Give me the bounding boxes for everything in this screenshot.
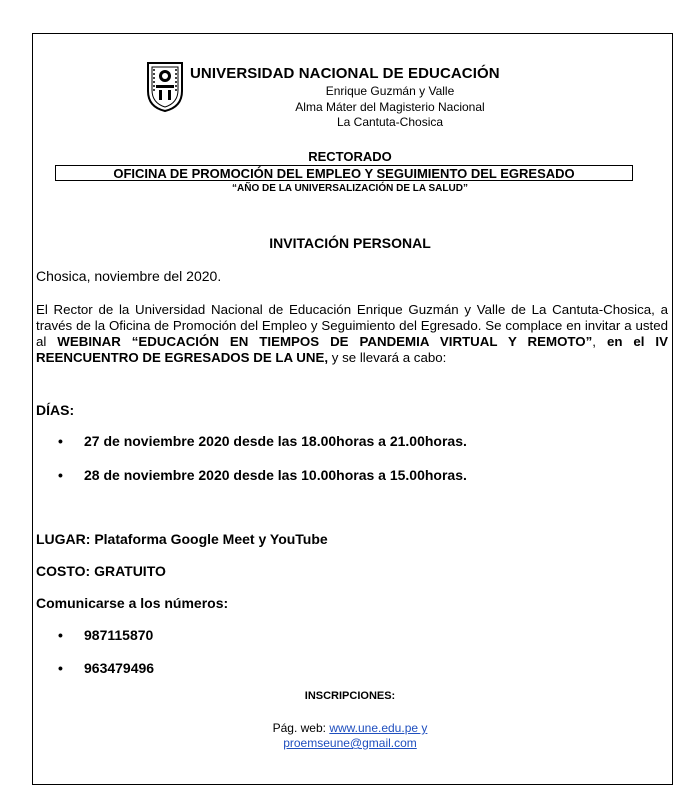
contact-label: Comunicarse a los números:: [36, 595, 229, 611]
letter-body: [36, 302, 668, 366]
registration-heading: INSCRIPCIONES:: [304, 690, 396, 702]
day-1-text: 27 de noviembre 2020 desde las 18.00horas a 21.00horas.: [84, 433, 467, 449]
day-2-text: 28 de noviembre 2020 desde las 10.00horas a 15.00horas.: [84, 467, 467, 483]
university-subtitle-1: Enrique Guzmán y Valle: [325, 84, 455, 98]
registration-contact: [0, 721, 700, 751]
bullet-icon: •: [58, 433, 63, 449]
website-link[interactable]: www.une.edu.pe y: [329, 721, 428, 735]
body-event-name: en el IV REENCUENTRO DE EGRESADOS DE LA UNE,: [36, 334, 668, 365]
university-subtitle-3: La Cantuta-Chosica: [336, 115, 444, 129]
rectorado-heading: RECTORADO: [308, 149, 392, 164]
body-text-start: El Rector de la Universidad Nacional de Educación Enrique Guzmán y Valle de La Cantuta-Chosica, a través de la Oficina de Promoción del Empleo y Seguimiento del Egresado. Se complace en invitar a usted al: [36, 302, 668, 349]
bullet-icon: •: [58, 660, 63, 676]
university-name: UNIVERSIDAD NACIONAL DE EDUCACIÓN: [190, 65, 500, 82]
cost-line: COSTO: GRATUITO: [36, 563, 166, 579]
bullet-icon: •: [58, 467, 63, 483]
list-item: [58, 627, 153, 643]
year-motto: “AÑO DE LA UNIVERSALIZACIÓN DE LA SALUD”: [232, 183, 468, 194]
list-item: [58, 660, 154, 676]
letter-date: Chosica, noviembre del 2020.: [36, 268, 222, 284]
body-text-end: y se llevará a cabo:: [328, 350, 447, 365]
web-label: Pág. web:: [272, 721, 330, 735]
list-item: [58, 433, 467, 449]
body-text-mid: ,: [592, 334, 607, 349]
university-subtitle-2: Alma Máter del Magisterio Nacional: [295, 100, 485, 114]
office-name-box: OFICINA DE PROMOCIÓN DEL EMPLEO Y SEGUIMIENTO DEL EGRESADO: [55, 165, 633, 181]
body-webinar-title: WEBINAR “EDUCACIÓN EN TIEMPOS DE PANDEMIA VIRTUAL Y REMOTO”: [57, 334, 593, 349]
venue-line: LUGAR: Plataforma Google Meet y YouTube: [36, 531, 328, 547]
list-item: [58, 467, 467, 483]
bullet-icon: •: [58, 627, 63, 643]
letter-title: INVITACIÓN PERSONAL: [269, 235, 431, 251]
email-link[interactable]: proemseune@gmail.com: [283, 736, 417, 750]
phone-1: 987115870: [84, 627, 154, 643]
phone-2: 963479496: [84, 660, 155, 676]
days-label: DÍAS:: [36, 402, 75, 418]
